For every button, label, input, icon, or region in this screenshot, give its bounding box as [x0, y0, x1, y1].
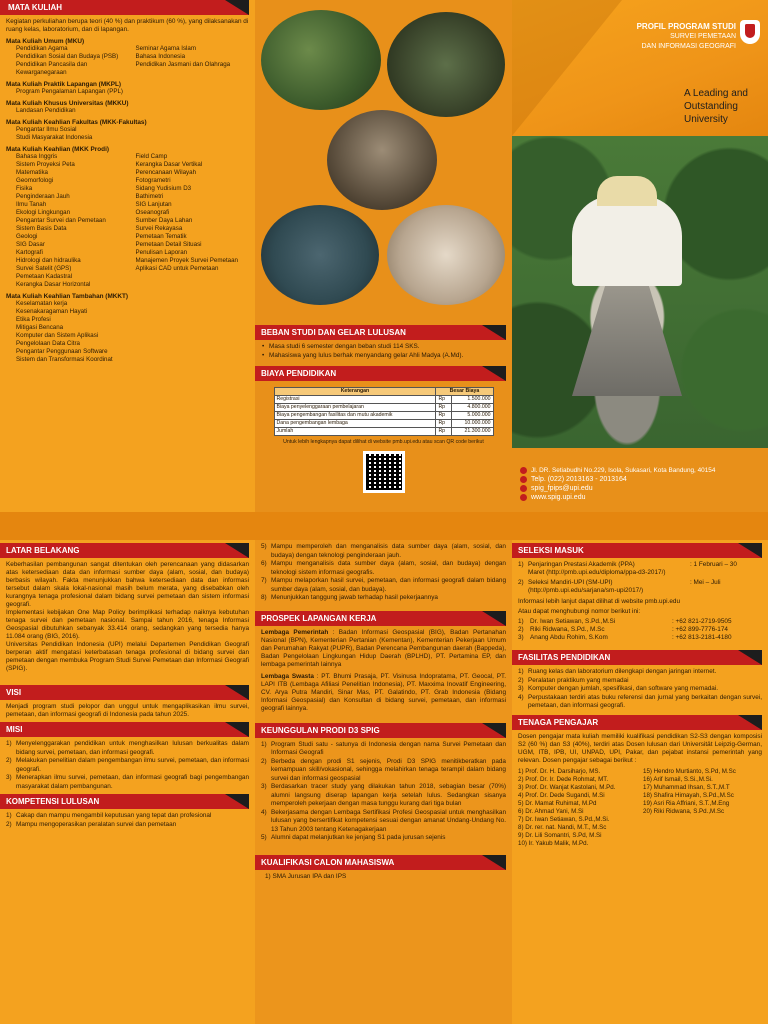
mkk-prodi-item: SIG Lanjutan — [135, 201, 172, 208]
contact-field: : +62 813-2181-4180 — [672, 634, 732, 641]
mkkt-item: Etika Profesi — [16, 316, 51, 323]
mkk-prodi-item: Fisika — [16, 185, 33, 192]
contact-field: 2) — [518, 626, 524, 633]
mkkt-item: Komputer dan Sistem Aplikasi — [16, 332, 99, 339]
tenaga-intro: Dosen pengajar mata kuliah memiliki kualifikasi pendidikan S2-S3 dengan komposisi S2 (60 %) dan S3 (40%), terdiri atas Dosen lulusan dari Universität Leipzig-German, UGM, ITB, IPB, UI, UNPAD, UPI, Pakar, dan pejabat instansi pemerintah yang relevan. Dosen pengajar sebagai berikut : — [518, 732, 762, 764]
mkk-prodi-item: Field Camp — [135, 153, 168, 160]
dosen-item: 8) Dr. rer. nat. Nandi, M.T., M.Sc — [518, 823, 607, 831]
phone-row — [520, 475, 768, 484]
fee-currency: Rp — [436, 404, 452, 412]
dosen-item: 19) Asri Ria Affriani, S.T.,M.Eng — [643, 799, 730, 807]
fasilitas-header: FASILITAS PENDIDIKAN — [512, 650, 762, 665]
location-icon — [520, 467, 527, 474]
mkk-prodi-item: Kartografi — [16, 249, 43, 256]
mkk-prodi-item: Matematika — [16, 169, 48, 176]
fee-currency: Rp — [436, 420, 452, 428]
kualifikasi-first: 1) SMA Jurusan IPA dan IPS — [265, 872, 347, 880]
mku-list — [6, 45, 249, 77]
address-text: Jl. DR. Setiabudhi No.229, Isola, Sukasari, Kota Bandung, 40154 — [531, 467, 716, 474]
kompetensi-list — [6, 812, 249, 829]
fee-amount: 4.800.000 — [452, 404, 493, 412]
seleksi-1-date: : 1 Februari – 30 — [690, 561, 737, 568]
mku-item: Pendidikan Sosial dan Budaya (PSB) — [16, 53, 119, 60]
contact-list — [518, 618, 762, 642]
email-icon — [520, 485, 527, 492]
panel-cover — [512, 0, 768, 512]
campus-photo — [512, 136, 768, 448]
mkku-item: Landasan Pendidikan — [16, 107, 76, 114]
mkk-prodi-item: Sistem Proyeksi Peta — [16, 161, 75, 168]
tagline-3: University — [684, 114, 728, 125]
seleksi-info1: Informasi lebih lanjut dapat dilihat di website pmb.upi.edu — [518, 598, 680, 605]
latar-p2: Implementasi kebijakan One Map Policy berimplikasi terhadap naiknya kebutuhan tenaga survei dan pemetaan nasional. Sampai tahun 2016, tenaga Informasi Geospasial dibutuhkan sebanyak 33.414 orang, sedangkan yang tersedia hanya 11.084 orang (BIG, 2016). — [6, 609, 249, 640]
contact-person-row — [518, 626, 762, 634]
misi-list — [6, 740, 249, 791]
photo-field-survey — [261, 10, 381, 110]
mkku-list — [6, 107, 249, 115]
seleksi-2-label: Seleksi Mandiri-UPI (SM-UPI) — [528, 579, 613, 586]
prospek-pemerintah — [261, 629, 506, 669]
fee-row — [274, 420, 493, 428]
seleksi-1-cont[interactable]: Maret (http://pmb.upi.edu/diploma/ppa-d3-2017/) — [528, 569, 666, 576]
seleksi-info2: Atau dapat menghubungi nomor berikut ini: — [518, 608, 641, 615]
fee-label: Registrasi — [274, 396, 436, 404]
contact-person-row — [518, 634, 762, 642]
seleksi-1: 1) Penjaringan Prestasi Akademik (PPA) : 1 Februari – 30 — [518, 561, 762, 569]
mata-kuliah-intro: Kegiatan perkuliahan berupa teori (40 %) dan praktikum (60 %), yang dilaksanakan di ruang kelas, laboratorium, dan di lapangan. — [6, 18, 249, 33]
contact-person-row — [518, 618, 762, 626]
keunggulan-item: 4) Bekerjasama dengan Lembaga Sertifikasi Profesi Geospasial untuk menghasilkan lulusan yang bersertifikat kompetensi sesuai dengan amanat Undang-Undang No. 13 Tahun 2003 tentang Ketenagakerjaan — [261, 808, 506, 833]
mkk-prodi-title: Mata Kuliah Keahlian (MKK Prodi) — [6, 146, 109, 153]
misi-item: 1) Menyelenggarakan pendidikan untuk menghasilkan lulusan berkualitas dalam bidang survei, pemetaan, dan informasi geografi. — [6, 740, 249, 756]
prospek-pem-text: : Badan Informasi Geospasial (BIG), Badan Pertanahan Nasional (BPN), Kementerian Pertanian (Kementan), Kementerian Pekerjaan Umum dan Perumahan Rakyat (PUPR), Badan Perencana Pembangunan daerah (Bappeda), Badan Pengelolaan Lingkungan Hidup Daerah (BPLHD), PT. Pertamina EP, dan lembaga pemerintah lainnya — [261, 628, 506, 668]
dosen-item: 2) Prof. Dr. Ir. Dede Rohmat, MT. — [518, 775, 609, 783]
dosen-item: 18) Shafira Himayah, S.Pd.,M.Sc — [643, 791, 734, 799]
fee-amount: 5.000.000 — [452, 412, 493, 420]
prospek-swasta — [261, 673, 506, 713]
mkk-prodi-item: Geomorfologi — [16, 177, 54, 184]
dosen-item: 20) Riki Ridwana, S.Pd.,M.Sc — [643, 807, 725, 815]
contact-field: 3) — [518, 634, 524, 641]
mkk-fakultas-list — [6, 126, 249, 142]
visi-header: VISI — [0, 685, 249, 700]
mku-item: Seminar Agama Islam — [135, 45, 197, 52]
fee-table — [274, 387, 494, 436]
fasilitas-item: 2) Peralatan praktikum yang memadai — [518, 676, 629, 684]
dosen-item: 17) Muhammad Ihsan, S.T.,M.T — [643, 783, 730, 791]
fold-band — [0, 512, 768, 540]
fee-label: Jumlah — [274, 428, 436, 436]
mkkt-item: Pengantar Penggunaan Software — [16, 348, 108, 355]
keunggulan-header: KEUNGGULAN PRODI D3 SPIG — [255, 723, 506, 738]
mkk-prodi-item: Sumber Daya Lahan — [135, 217, 193, 224]
panel-prospek-keunggulan — [255, 540, 512, 1024]
phone-text: Telp. (022) 2013163 - 2013164 — [531, 476, 627, 483]
tagline-2: Outstanding — [684, 101, 738, 112]
beban-header: BEBAN STUDI DAN GELAR LULUSAN — [255, 325, 506, 340]
mkpl-item: Program Pengalaman Lapangan (PPL) — [16, 88, 123, 95]
panel-latar-visi-misi — [0, 540, 255, 1024]
contact-field: Anang Abdu Rohim, S.Kom — [530, 634, 608, 641]
tagline-1: A Leading and — [684, 88, 748, 99]
photo-aerial-city — [261, 205, 379, 305]
fee-row — [274, 412, 493, 420]
dosen-list — [518, 768, 762, 848]
dosen-item: 16) Arif Ismail, S.Si.,M.Si. — [643, 775, 713, 783]
mku-item: Pendidikan Pancasila dan Kewarganegaraan — [16, 61, 88, 76]
photo-map-layers — [387, 205, 505, 305]
dosen-item: 15) Hendro Murtianto, S.Pd, M.Sc — [643, 767, 736, 775]
mkk-prodi-item: Oseanografi — [135, 209, 170, 216]
fee-note: Untuk lebih lengkapnya dapat dilihat di website pmb.upi.edu atau scan QR code berikut — [283, 439, 484, 445]
contact-field: Riki Ridwana, S.Pd., M.Sc — [530, 626, 605, 633]
dosen-item: 6) Dr. Ahmad Yani, M.Si — [518, 807, 584, 815]
panel-mata-kuliah — [0, 0, 255, 512]
mkk-prodi-list — [6, 153, 249, 289]
mku-title: Mata Kuliah Umum (MKU) — [6, 38, 85, 45]
latar-header: LATAR BELAKANG — [0, 543, 249, 558]
upi-logo — [740, 20, 760, 44]
fasilitas-item: 3) Komputer dengan jumlah, spesifikasi, dan software yang memadai. — [518, 685, 719, 692]
mkkt-item: Keselamatan kerja — [16, 300, 68, 307]
mkk-prodi-item: SIG Dasar — [16, 241, 45, 248]
mkkt-item: Kesenakaragaman Hayati — [16, 308, 88, 315]
mkkt-item: Pengelolaan Data Citra — [16, 340, 80, 347]
mkkt-list — [6, 300, 249, 364]
mata-kuliah-header: MATA KULIAH — [0, 0, 249, 15]
latar-p1: Keberhasilan pembangunan sangat ditentukan oleh perencanaan yang didasarkan atas ketersediaan data dan informasi sumber daya (alam, sosial, dan budaya) berbasis wilayah. Fakta menunjukkan bahwa ketersediaan data dan informasi tersebut dalam skala lokal-nasional masih belum merata, yang disebabkan oleh kurangnya tenaga profesional dalam bidang survei pemetaan dan sistem informasi geografi. — [6, 561, 249, 608]
website-text[interactable]: www.spig.upi.edu — [531, 494, 586, 501]
address-row — [520, 466, 768, 475]
panel-seleksi-fasilitas — [512, 540, 768, 1024]
kompetensi-item: 7) Mampu melaporkan hasil survei, pemetaan, dan informasi geografi dalam bidang sumber daya (alam, sosial, dan budaya). — [261, 577, 506, 593]
beban-item: • Masa studi 6 semester dengan beban studi 114 SKS. — [261, 343, 506, 352]
email-text[interactable]: spig_fpips@upi.edu — [531, 485, 593, 492]
mkk-prodi-item: Penginderaan Jauh — [16, 193, 70, 200]
fee-header-keterangan: Keterangan — [274, 388, 436, 396]
mkkt-item: Mitigasi Bencana — [16, 324, 64, 331]
profil-sub2: DAN INFORMASI GEOGRAFI — [641, 43, 736, 50]
prospek-swa-label: Lembaga Swasta — [261, 672, 314, 680]
kompetensi-item: 2) Mampu mengoperasikan peralatan survei dan pemetaan — [6, 820, 177, 828]
biaya-header: BIAYA PENDIDIKAN — [255, 366, 506, 381]
fee-currency: Rp — [436, 428, 452, 436]
photo-students-field — [387, 12, 505, 117]
globe-icon — [520, 494, 527, 501]
mkk-prodi-item: Ilmu Tanah — [16, 201, 47, 208]
misi-header: MISI — [0, 722, 249, 737]
kompetensi-item: 5) Mampu memperoleh dan menganalisis data sumber daya (alam, sosial, dan budaya) dengan teknologi penginderaan jauh. — [261, 543, 506, 559]
dosen-item: 3) Prof. Dr. Wanjat Kastolani, M.Pd. — [518, 783, 616, 791]
mkk-fakultas-item: Pengantar Ilmu Sosial — [16, 126, 77, 133]
mkk-prodi-item: Survei Satelit (GPS) — [16, 265, 72, 272]
fee-label: Biaya penyelenggaraan pembelajaran — [274, 404, 436, 412]
mku-item: Pendidikan Jasmani dan Olahraga — [135, 61, 231, 68]
mkku-title: Mata Kuliah Khusus Universitas (MKKU) — [6, 100, 129, 107]
email-row[interactable] — [520, 484, 768, 493]
keunggulan-item: 3) Berdasarkan tracer study yang dilakukan tahun 2018, sebagian besar (70%) alumni langsung diserap lapangan kerja setelah lulus. Sedangkan sisanya memperoleh pekerjaan dengan masa tunggu kurang dari tiga bulan — [261, 783, 506, 807]
tenaga-header: TENAGA PENGAJAR — [512, 715, 762, 730]
mkkt-title: Mata Kuliah Keahlian Tambahan (MKKT) — [6, 293, 129, 300]
mkpl-title: Mata Kuliah Praktik Lapangan (MKPL) — [6, 81, 122, 88]
mkk-prodi-item: Perencanaan Wilayah — [135, 169, 197, 176]
mkk-prodi-item: Aplikasi CAD untuk Pemetaan — [135, 265, 219, 272]
mku-item: Pendidikan Agama — [16, 45, 68, 52]
fee-amount: 21.300.000 — [452, 428, 493, 436]
fasilitas-item: 1) Ruang kelas dan laboratorium dilengkapi dengan jaringan internet. — [518, 668, 717, 675]
mkk-prodi-item: Kerangka Dasar Horizontal — [16, 281, 91, 288]
profil-sub1: SURVEI PEMETAAN — [670, 33, 736, 40]
website-row[interactable] — [520, 493, 768, 502]
contact-field: 1) — [518, 618, 524, 625]
fee-amount: 1.500.000 — [452, 396, 493, 404]
mkk-prodi-item: Kerangka Dasar Vertikal — [135, 161, 203, 168]
fee-row — [274, 404, 493, 412]
mkk-prodi-item: Ekologi Lingkungan — [16, 209, 71, 216]
prospek-swa-text: : PT. Bhumi Prasaja, PT. Visinusa Indopratama, PT. Geocal, PT. LAPI ITB (Lembaga Afiliasi Penelitian Indonesia), PT. Maxxima Inovatif Engineering, CV. Arya Putra Mandiri, Sinar Mas, PT. Galatindo, PT. Grab Indonesia (Bidang Informasi Geospasial) dan Konsultan di bidang survei, pemetaan, dan informasi geografi lainnya. — [261, 672, 507, 712]
dosen-item: 4) Prof. Dr. Dede Sugandi, M.Si — [518, 791, 605, 799]
fasilitas-list — [518, 668, 762, 711]
beban-item: • Mahasiswa yang lulus berhak menyandang gelar Ahli Madya (A.Md). — [261, 352, 506, 361]
mkk-prodi-item: Pengantar Survei dan Pemetaan — [16, 217, 106, 224]
seleksi-2: 2) Seleksi Mandiri-UPI (SM-UPI) : Mei – Juli — [518, 579, 762, 587]
dosen-item: 9) Dr. Lili Somantri, S.Pd, M.Si — [518, 831, 602, 839]
profil-title: PROFIL PROGRAM STUDI — [636, 22, 736, 31]
dosen-item: 5) Dr. Mamat Ruhimat, M.Pd — [518, 799, 597, 807]
kompetensi-item: 6) Mampu menganalisis data sumber daya (alam, sosial, dan budaya) dengan teknologi sistem informasi geografis. — [261, 560, 506, 576]
mkk-prodi-item: Fotogrametri — [135, 177, 171, 184]
kompetensi-header: KOMPETENSI LULUSAN — [0, 794, 249, 809]
beban-list — [261, 343, 506, 360]
seleksi-2-cont[interactable]: (http://pmb.upi.edu/sarjana/sm-upi2017/) — [528, 587, 644, 594]
seleksi-1-label: Penjaringan Prestasi Akademik (PPA) — [528, 561, 635, 568]
panel-beban-biaya — [255, 0, 512, 512]
fee-amount: 10.000.000 — [452, 420, 493, 428]
fee-currency: Rp — [436, 396, 452, 404]
mkk-prodi-item: Pemetaan Tematik — [135, 233, 187, 240]
photo-group — [327, 110, 437, 210]
dosen-item: 1) Prof. Dr. H. Darsiharjo, MS. — [518, 767, 601, 775]
contact-field: : +62 821-2719-9505 — [672, 618, 732, 625]
mku-item: Bahasa Indonesia — [135, 53, 186, 60]
fee-label: Biaya pengembangan fasilitas dan mutu akademik — [274, 412, 436, 420]
mkk-prodi-item: Bahasa Inggris — [16, 153, 58, 160]
seleksi-header: SELEKSI MASUK — [512, 543, 762, 558]
mkk-prodi-item: Pemetaan Kadastral — [16, 273, 73, 280]
mkk-prodi-item: Geologi — [16, 233, 38, 240]
mkk-prodi-item: Hidrologi dan hidraulika — [16, 257, 81, 264]
fee-row — [274, 396, 493, 404]
mkk-prodi-item: Manajemen Proyek Survei Pemetaan — [135, 257, 238, 264]
dosen-item: 7) Dr. Iwan Setiawan, S.Pd.,M.Si. — [518, 815, 610, 823]
latar-p3: Universitas Pendidikan Indonesia (UPI) melalui Departemen Pendidikan Geografi berperan aktif mengatasi keterbatasan tenaga profesional di bidang survei dan pemetaan dengan membuka Program Studi Survei Pemetaan dan Informasi Geografi (SPIG). — [6, 641, 249, 672]
keunggulan-item: 2) Berbeda dengan prodi S1 sejenis, Prodi D3 SPIG menitikberatkan pada kemampuan skill/vokasional, sehingga melahirkan tenaga terampil dalam bidang survei dan informasi geospasial — [261, 757, 506, 782]
seleksi-2-date: : Mei – Juli — [690, 579, 721, 586]
visi-text: Menjadi program studi pelopor dan unggul untuk mengaplikasikan ilmu survei, pemetaan, dan informasi geografi di Indonesia pada tahun 2025. — [6, 703, 249, 718]
kompetensi-cont-list — [261, 543, 506, 603]
keunggulan-list — [261, 741, 506, 843]
contact-field: : +62 899-7776-174 — [672, 626, 728, 633]
fee-row — [274, 428, 493, 436]
fee-currency: Rp — [436, 412, 452, 420]
kompetensi-item: 1) Cakap dan mampu mengambil keputusan yang tepat dan profesional — [6, 812, 212, 819]
phone-icon — [520, 476, 527, 483]
keunggulan-item: 1) Program Studi satu - satunya di Indonesia dengan nama Survei Pemetaan dan Informasi Geografi — [261, 740, 506, 756]
mkk-fakultas-title: Mata Kuliah Keahlian Fakultas (MKK-Fakultas) — [6, 119, 147, 126]
mkk-fakultas-item: Studi Masyarakat Indonesia — [16, 134, 93, 141]
kompetensi-item: 8) Menunjukkan tanggung jawab terhadap hasil pekerjaannya — [261, 594, 438, 601]
mkkt-item: Sistem dan Transformasi Koordinat — [16, 356, 113, 363]
prospek-header: PROSPEK LAPANGAN KERJA — [255, 611, 506, 626]
misi-item: 3) Menerapkan ilmu survei, pemetaan, dan informasi geografi bagi pengembangan masyarakat dalam pembangunan. — [6, 774, 249, 790]
qr-code[interactable] — [363, 451, 405, 493]
keunggulan-item: 5) Alumni dapat melanjutkan ke jenjang S1 pada jurusan sejenis — [261, 834, 446, 841]
misi-item: 2) Melakukan penelitian dalam pengembangan ilmu survei, pemetaan, dan informasi geografi. — [6, 757, 249, 773]
prospek-pem-label: Lembaga Pemerintah — [261, 628, 329, 636]
mkk-prodi-item: Penulisan Laporan — [135, 249, 188, 256]
mkk-prodi-item: Bathimetri — [135, 193, 164, 200]
fee-header-biaya: Besar Biaya — [436, 388, 493, 396]
mkpl-list — [6, 88, 249, 96]
mkk-prodi-item: Sistem Basis Data — [16, 225, 67, 232]
mkk-prodi-item: Sidang Yudisium D3 — [135, 185, 192, 192]
mkk-prodi-item: Survei Rekayasa — [135, 225, 183, 232]
contact-field: Dr. Iwan Setiawan, S.Pd.,M.Si — [530, 618, 616, 625]
dosen-item: 10) Ir. Yakub Malik, M.Pd. — [518, 839, 589, 847]
fasilitas-item: 4) Perpustakaan terdiri atas buku referensi dan jurnal yang berkaitan dengan survei, pemetaan, dan informasi geografi. — [518, 693, 762, 709]
mkk-prodi-item: Pemetaan Detail Situasi — [135, 241, 202, 248]
kualifikasi-header: KUALIFIKASI CALON MAHASISWA — [255, 855, 506, 870]
fee-label: Dana pengembangan lembaga — [274, 420, 436, 428]
